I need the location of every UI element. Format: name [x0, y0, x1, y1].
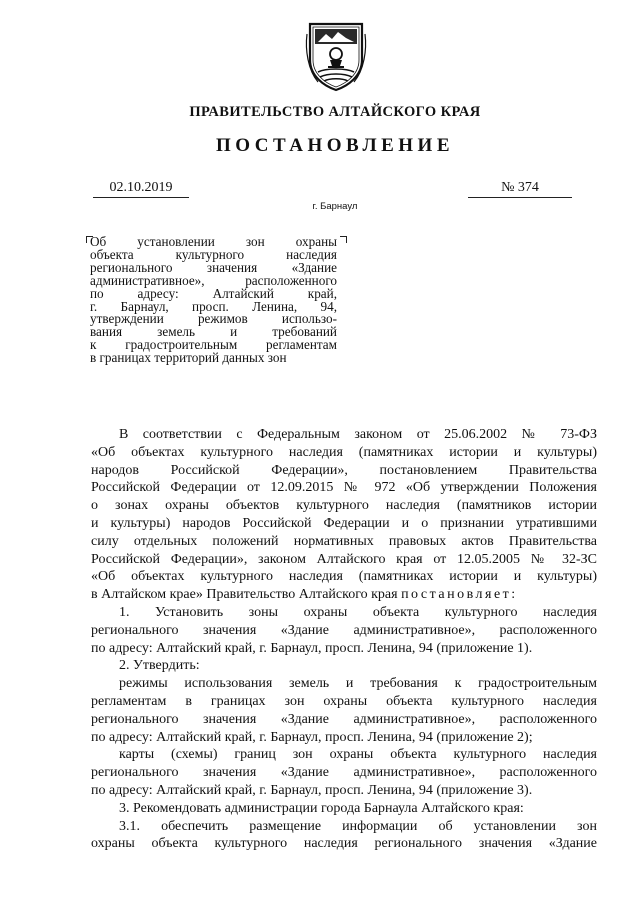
subject-line: в границах территорий данных зон — [90, 350, 287, 366]
issuing-authority: ПРАВИТЕЛЬСТВО АЛТАЙСКОГО КРАЯ — [189, 104, 481, 120]
body-line: 1. Установить зоны охраны объекта культурного наследия — [119, 604, 597, 620]
body-line: по адресу: Алтайский край, г. Барнаул, просп. Ленина, 94 (приложение 1). — [91, 640, 533, 656]
subject-line: г. Барнаул, просп. Ленина, 94, — [90, 298, 337, 314]
item-2a — [91, 675, 597, 746]
body-line: 3.1. обеспечить размещение информации об установлении зон — [119, 818, 597, 834]
body-line: Российской Федерации», законом Алтайского края от 12.05.2005 № 32-ЗС — [91, 551, 597, 567]
body-line: 2. Утвердить: — [119, 658, 200, 674]
body-line: и культуры) народов Российской Федерации и о признании утратившими — [91, 515, 597, 531]
body-line: регионального значения «Здание административное», расположенного — [91, 622, 597, 638]
body-line-text: в Алтайском крае» Правительство Алтайского края — [91, 587, 398, 603]
subject-line: по адресу: Алтайский край, — [90, 285, 337, 301]
item-2b — [91, 746, 597, 799]
body-line: по адресу: Алтайский край, г. Барнаул, просп. Ленина, 94 (приложение 2); — [91, 729, 533, 745]
body-line: Российской Федерации от 12.09.2015 № 972 «Об утверждении Положения — [91, 480, 597, 496]
item-3-heading — [91, 800, 597, 818]
subject-line: утверждении режимов использо- — [90, 311, 337, 327]
body-line: карты (схемы) границ зон охраны объекта культурного наследия — [119, 747, 597, 763]
body-line: «Об объектах культурного наследия (памятниках истории и культуры) — [91, 444, 597, 460]
body-line: В соответствии с Федеральным законом от 25.06.2002 № 73-ФЗ — [119, 427, 597, 442]
coat-of-arms-icon — [304, 20, 368, 92]
body-line — [91, 586, 597, 604]
subject-line: Об установлении зон охраны — [90, 234, 337, 249]
resolves-word: постановляет: — [401, 587, 518, 603]
body-line: о зонах охраны объектов культурного наследия (памятников истории — [91, 498, 597, 514]
body-line: по адресу: Алтайский край, г. Барнаул, просп. Ленина, 94 (приложение 3). — [91, 782, 533, 798]
body-line: силу отдельных положений нормативных правовых актов Правительства — [91, 533, 597, 549]
body-line: режимы использования земель и требования к градостроительным — [119, 676, 597, 692]
body-line: 3. Рекомендовать администрации города Барнаула Алтайского края: — [119, 800, 524, 816]
document-subject — [90, 236, 337, 365]
body-line: «Об объектах культурного наследия (памятниках истории и культуры) — [91, 569, 597, 585]
item-2-heading — [91, 657, 597, 675]
body-line: охраны объекта культурного наследия регионального значения «Здание — [91, 836, 597, 852]
document-body — [91, 426, 597, 853]
subject-line: административное», расположенного — [90, 272, 337, 288]
subject-line: регионального значения «Здание — [90, 259, 337, 275]
preamble-paragraph — [91, 426, 597, 604]
body-line: регионального значения «Здание административное», расположенного — [91, 765, 597, 781]
body-line: регионального значения «Здание административное», расположенного — [91, 711, 597, 727]
document-type: ПОСТАНОВЛЕНИЕ — [215, 135, 455, 156]
item-1 — [91, 604, 597, 657]
subject-line: вания земель и требований — [90, 324, 337, 340]
body-line: народов Российской Федерации», постановлением Правительства — [91, 462, 597, 478]
document-date: 02.10.2019 — [93, 180, 189, 198]
body-line: регламентам в границах зон охраны объекта культурного наследия — [91, 693, 597, 709]
subject-line: объекта культурного наследия — [90, 246, 337, 262]
document-number: № 374 — [468, 180, 572, 198]
subject-bracket-right — [340, 236, 347, 243]
item-3-1 — [91, 818, 597, 854]
document-city: г. Барнаул — [312, 201, 358, 212]
subject-line: к градостроительным регламентам — [90, 337, 337, 353]
